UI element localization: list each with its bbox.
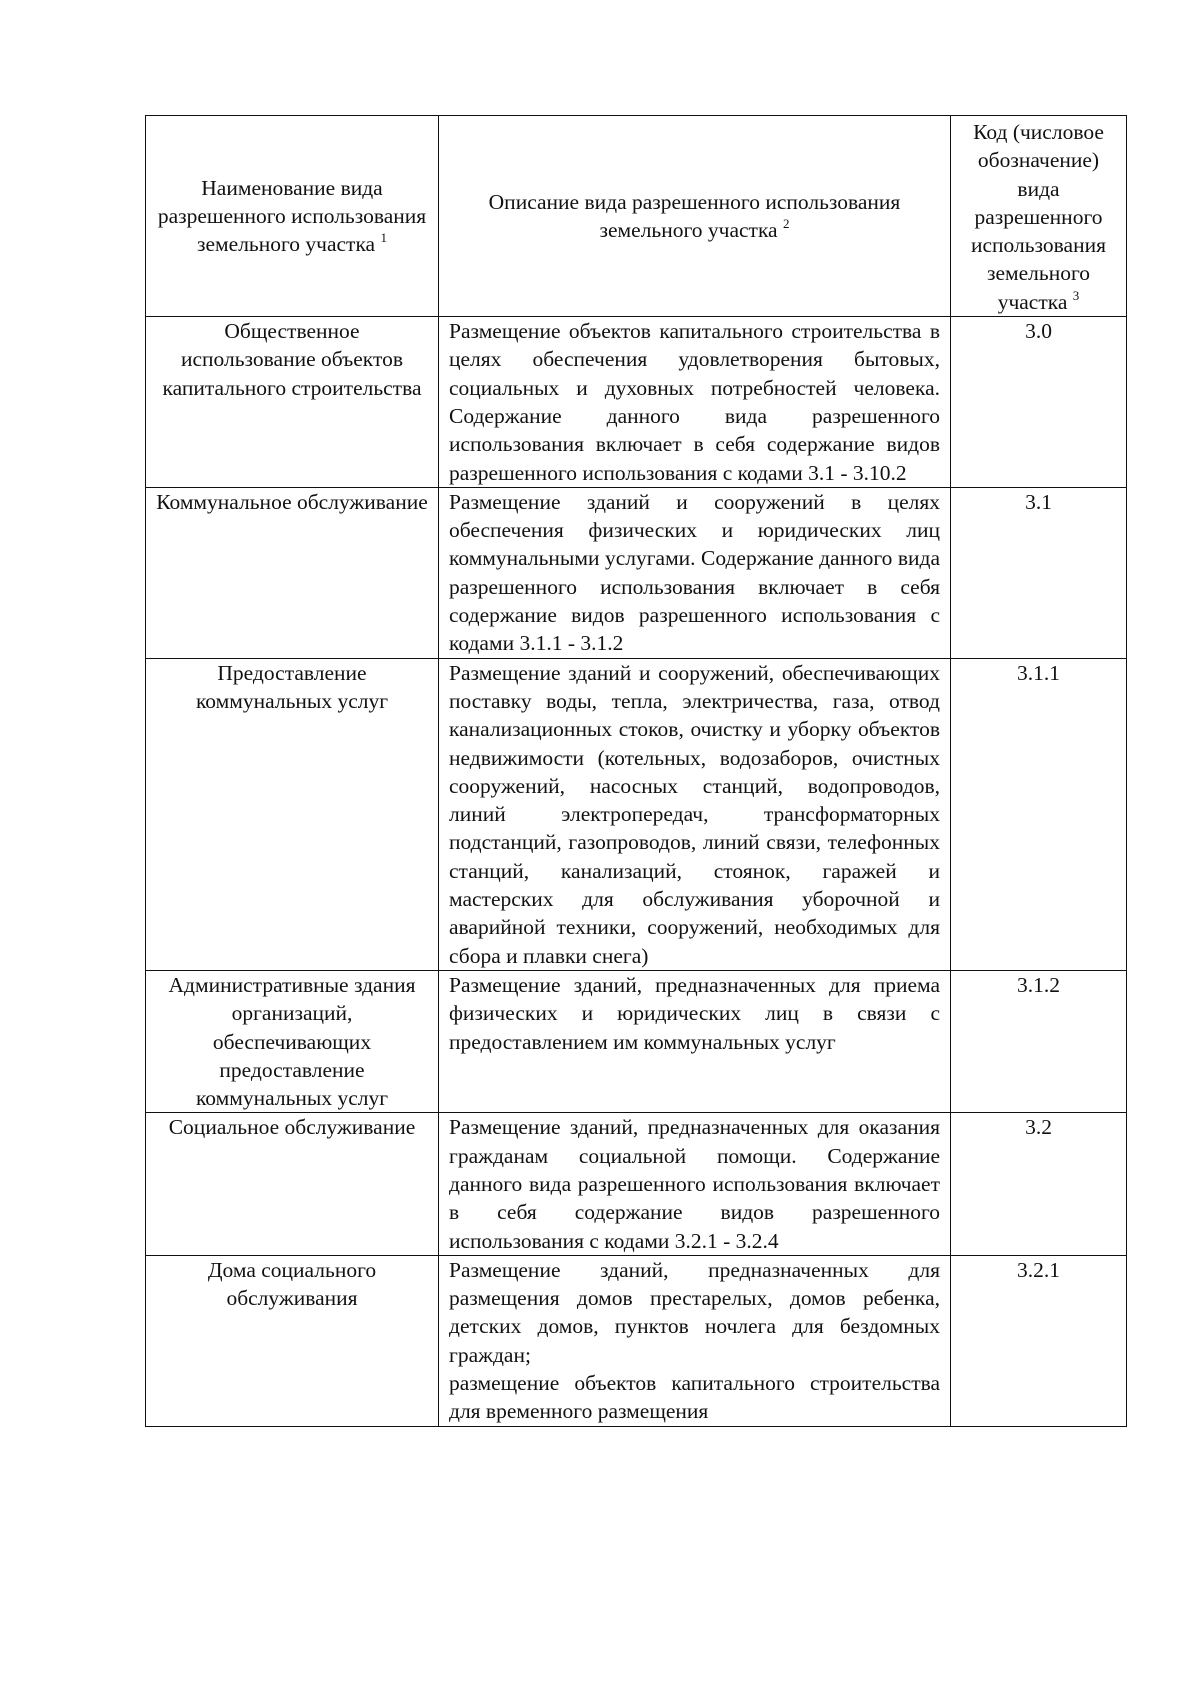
header-name-text: Наименование вида разрешенного использования земельного участка: [157, 175, 427, 257]
row-code: 3.1.1: [951, 658, 1127, 970]
table-row: [146, 970, 1127, 1112]
header-name: [146, 116, 439, 317]
row-code: 3.2: [951, 1113, 1127, 1255]
table-row: [146, 1113, 1127, 1255]
header-name-footnote: 1: [380, 230, 387, 246]
row-code: 3.1: [951, 487, 1127, 658]
header-code-text: Код (числовое обозначение) вида разрешенного использования земельного участка: [971, 120, 1106, 314]
row-name: Предоставление коммунальных услуг: [146, 658, 439, 970]
header-description-text: Описание вида разрешенного использования земельного участка: [488, 189, 901, 243]
row-description-continuation: размещение объектов капитального строительства для временного размещения: [449, 1371, 940, 1424]
table-row: [146, 487, 1127, 658]
row-name: Социальное обслуживание: [146, 1113, 439, 1255]
row-code: 3.1.2: [951, 970, 1127, 1112]
row-code: 3.0: [951, 317, 1127, 488]
land-use-table: [145, 115, 1127, 1427]
row-code: 3.2.1: [951, 1255, 1127, 1426]
row-name: Дома социального обслуживания: [146, 1255, 439, 1426]
row-description: Размещение зданий, предназначенных для оказания гражданам социальной помощи. Содержание данного вида разрешенного использования включает в себя содержание видов разрешенного использования с кодами 3.2.1 - 3.2.4: [439, 1113, 951, 1255]
row-description: [439, 1255, 951, 1426]
row-description-part: Размещение зданий, предназначенных для размещения домов престарелых, домов ребенка, детских домов, пунктов ночлега для бездомных граждан;: [449, 1257, 940, 1367]
header-code: [951, 116, 1127, 317]
row-description: Размещение объектов капитального строительства в целях обеспечения удовлетворения бытовых, социальных и духовных потребностей человека. Содержание данного вида разрешенного использования включает в себя содержание видов разрешенного использования с кодами 3.1 - 3.10.2: [439, 317, 951, 488]
header-code-footnote: 3: [1072, 287, 1080, 303]
table-row: [146, 658, 1127, 970]
row-name: Административные здания организаций, обеспечивающих предоставление коммунальных услуг: [146, 970, 439, 1112]
row-description: Размещение зданий и сооружений, обеспечивающих поставку воды, тепла, электричества, газа, отвод канализационных стоков, очистку и уборку объектов недвижимости (котельных, водозаборов, очистных сооружений, насосных станций, водопроводов, линий электропередач, трансформаторных подстанций, газопроводов, линий связи, телефонных станций, канализаций, стоянок, гаражей и мастерских для обслуживания уборочной и аварийной техники, сооружений, необходимых для сбора и плавки снега): [439, 658, 951, 970]
table-row: [146, 1255, 1127, 1426]
table-header-row: [146, 116, 1127, 317]
row-name: Коммунальное обслуживание: [146, 487, 439, 658]
row-description: Размещение зданий и сооружений в целях обеспечения физических и юридических лиц коммунальными услугами. Содержание данного вида разрешенного использования включает в себя содержание видов разрешенного использования с кодами 3.1.1 - 3.1.2: [439, 487, 951, 658]
row-name: Общественное использование объектов капитального строительства: [146, 317, 439, 488]
row-description: Размещение зданий, предназначенных для приема физических и юридических лиц в связи с предоставлением им коммунальных услуг: [439, 970, 951, 1112]
table-row: [146, 317, 1127, 488]
header-description-footnote: 2: [782, 216, 790, 232]
header-description: [439, 116, 951, 317]
